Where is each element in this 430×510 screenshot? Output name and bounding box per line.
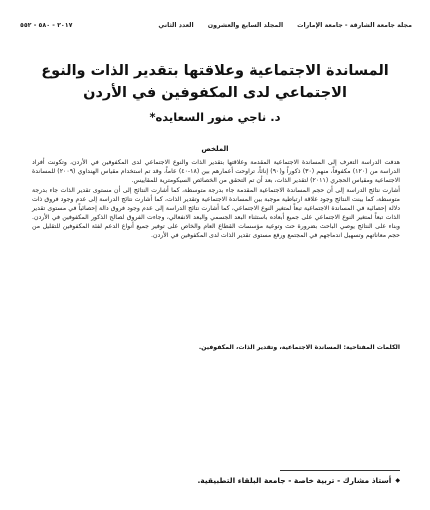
page-range: ٢٠١٧ - ٥٨٠ - ٥٥٢ [20, 21, 73, 29]
running-header [20, 18, 412, 32]
title-line-2: الاجتماعي لدى المكفوفين في الأردن [83, 85, 347, 101]
abstract-heading: الملخص [201, 145, 229, 153]
volume-label: المجلد السابع والعشرون [207, 21, 284, 29]
footnote-text: أستاذ مشارك - تربية خاصة - جامعة البلقاء التطبيقية. [197, 476, 392, 485]
footnote-divider [280, 470, 400, 471]
footnote [30, 476, 400, 485]
paper-title [30, 60, 400, 104]
footnote-marker: ◆ [395, 477, 400, 484]
author-name: د. ناجي منور السعايده* [149, 110, 281, 124]
title-line-1: المساندة الاجتماعية وعلاقتها بتقدير الذات والنوع [41, 63, 389, 79]
issue-label: العدد الثاني [158, 21, 194, 29]
journal-name: مجلة جامعة الشارقة - جامعة الإمارات [297, 21, 412, 29]
abstract-paragraph: أشارت نتائج الدراسة إلى أن حجم المساندة الاجتماعية المقدمة جاء بدرجة متوسطة، كما أشارت النتائج إلى أن مستوى تقدير الذات جاء بدرجة متوسطة، كما بينت النتائج وجود علاقة ارتباطية موجبة بين المساندة الاجتماعية وتقدير الذات، كما أشارت نتائج الدراسة إلى عدم وجود فروق ذات دلالة إحصائية في المساندة الاجتماعية تبعاً لمتغير النوع الاجتماعي، كما أشارت نتائج الدراسة إلى عدم وجود فروق دالة إحصائياً في مستوى تقدير الذات تبعاً لمتغير النوع الاجتماعي على جميع أبعاده باستثناء البعد الجسمي والبعد الانفعالي، وجاءت الفروق لصالح الذكور المكفوفين في الأردن. وبناء على النتائج يوصي الباحث بضرورة حث وتوعية مؤسسات القطاع العام والخاص على توفير جميع أنواع الدعم لفئة المكفوفين للتقليل من حجم معاناتهم وتسهيل اندماجهم في المجتمع ورفع مستوى تقدير الذات لدى المكفوفين في الأردن. [32, 187, 400, 239]
keywords: الكلمات المفتاحية: المساندة الاجتماعية، وتقدير الذات، المكفوفين. [198, 344, 400, 351]
abstract-body [32, 158, 400, 241]
abstract-paragraph: هدفت الدراسة التعرف إلى المساندة الاجتماعية المقدمة وعلاقتها بتقدير الذات والنوع الاجتماعي لدى المكفوفين في الأردن، وتكونت أفراد الدراسة من (١٢٠) مكفوفاً، منهم (٣٠) ذكوراً و(٩٠) إناثاً، تراوحت أعمارهم بين (١٨-٤٠) عاماً، وقد تم استخدام مقياس الهنداوي (٢٠٠٩) للمساندة الاجتماعية ومقياس الحجري (٢٠١١) لتقدير الذات، بعد أن تم التحقق من الخصائص السيكومترية للمقاييس. [32, 159, 400, 184]
